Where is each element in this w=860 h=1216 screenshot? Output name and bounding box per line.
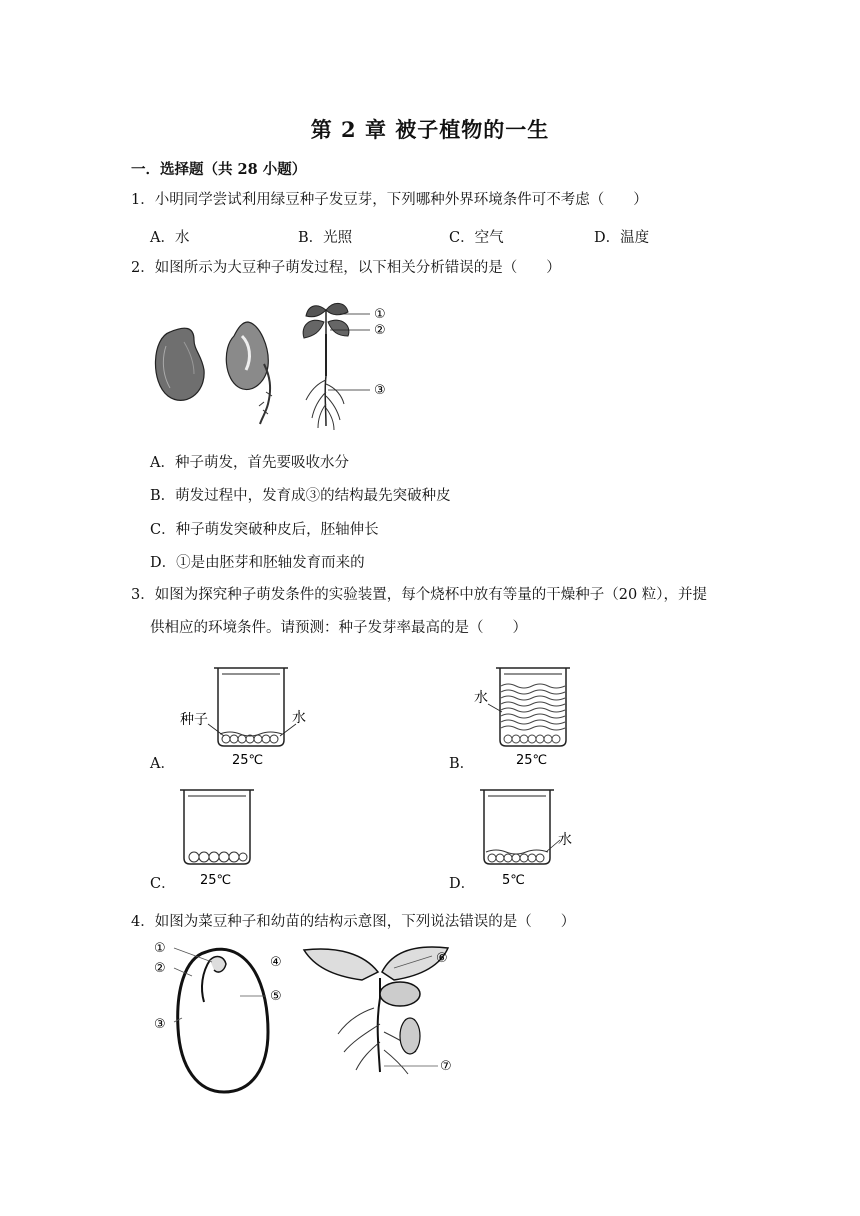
q2-option-d[interactable]: D．①是由胚芽和胚轴发育而来的: [150, 555, 365, 571]
label-3: ③: [374, 383, 386, 398]
water-label-a: 水: [292, 710, 306, 726]
seedling-drawing: [303, 303, 370, 430]
label-6: ⑥: [436, 951, 448, 966]
q3-option-c[interactable]: C．: [150, 876, 176, 892]
q1-option-b[interactable]: B．光照: [298, 230, 353, 246]
bean-seed-drawing: [174, 948, 268, 1092]
label-1: ①: [154, 941, 166, 956]
q1-option-a[interactable]: A．水: [150, 230, 190, 246]
water-label-d: 水: [558, 832, 572, 848]
page-title: 第 2 章 被子植物的一生: [310, 117, 550, 142]
beaker-c: [170, 782, 280, 892]
temp-label-d: 5℃: [502, 873, 525, 888]
temp-label-a: 25℃: [232, 753, 264, 768]
beaker-d: [470, 782, 600, 892]
section-heading: 一．选择题（共 28 小题）: [131, 161, 307, 178]
q3-option-a[interactable]: A．: [150, 756, 175, 772]
seed-label: 种子: [180, 712, 208, 728]
q1-option-c[interactable]: C．空气: [449, 230, 504, 246]
temp-label-b: 25℃: [516, 753, 548, 768]
question-3-stem-line2: 供相应的环境条件。请预测：种子发芽率最高的是（ ）: [150, 620, 527, 636]
beaker-a: [174, 660, 324, 770]
q1-option-d[interactable]: D．温度: [594, 230, 650, 246]
beaker-b: [470, 660, 590, 770]
germinating-seed-drawing: [226, 322, 272, 424]
q3-option-d[interactable]: D．: [449, 876, 476, 892]
bean-seedling-drawing: [304, 947, 448, 1074]
soybean-seed-drawing: [155, 328, 204, 400]
label-3: ③: [154, 1017, 166, 1032]
label-7: ⑦: [440, 1059, 452, 1074]
q2-option-c[interactable]: C．种子萌发突破种皮后，胚轴伸长: [150, 522, 379, 538]
temp-label-c: 25℃: [200, 873, 232, 888]
question-1-stem: 1．小明同学尝试利用绿豆种子发豆芽，下列哪种外界环境条件可不考虑（ ）: [131, 192, 648, 208]
question-2-stem: 2．如图所示为大豆种子萌发过程，以下相关分析错误的是（ ）: [131, 260, 561, 276]
q2-option-b[interactable]: B．萌发过程中，发育成③的结构最先突破种皮: [150, 488, 451, 504]
label-5: ⑤: [270, 989, 282, 1004]
question-3-stem-line1: 3．如图为探究种子萌发条件的实验装置，每个烧杯中放有等量的干燥种子（20 粒），并提: [131, 587, 708, 603]
label-4: ④: [270, 955, 282, 970]
label-1: ①: [374, 307, 386, 322]
q3-option-b[interactable]: B．: [449, 756, 475, 772]
question-4-stem: 4．如图为菜豆种子和幼苗的结构示意图，下列说法错误的是（ ）: [131, 914, 576, 930]
label-2: ②: [154, 961, 166, 976]
q2-option-a[interactable]: A．种子萌发，首先要吸收水分: [150, 455, 349, 471]
bean-seed-seedling-figure: [148, 932, 468, 1102]
soybean-germination-figure: [148, 296, 418, 436]
label-2: ②: [374, 323, 386, 338]
water-label-b: 水: [474, 690, 488, 706]
